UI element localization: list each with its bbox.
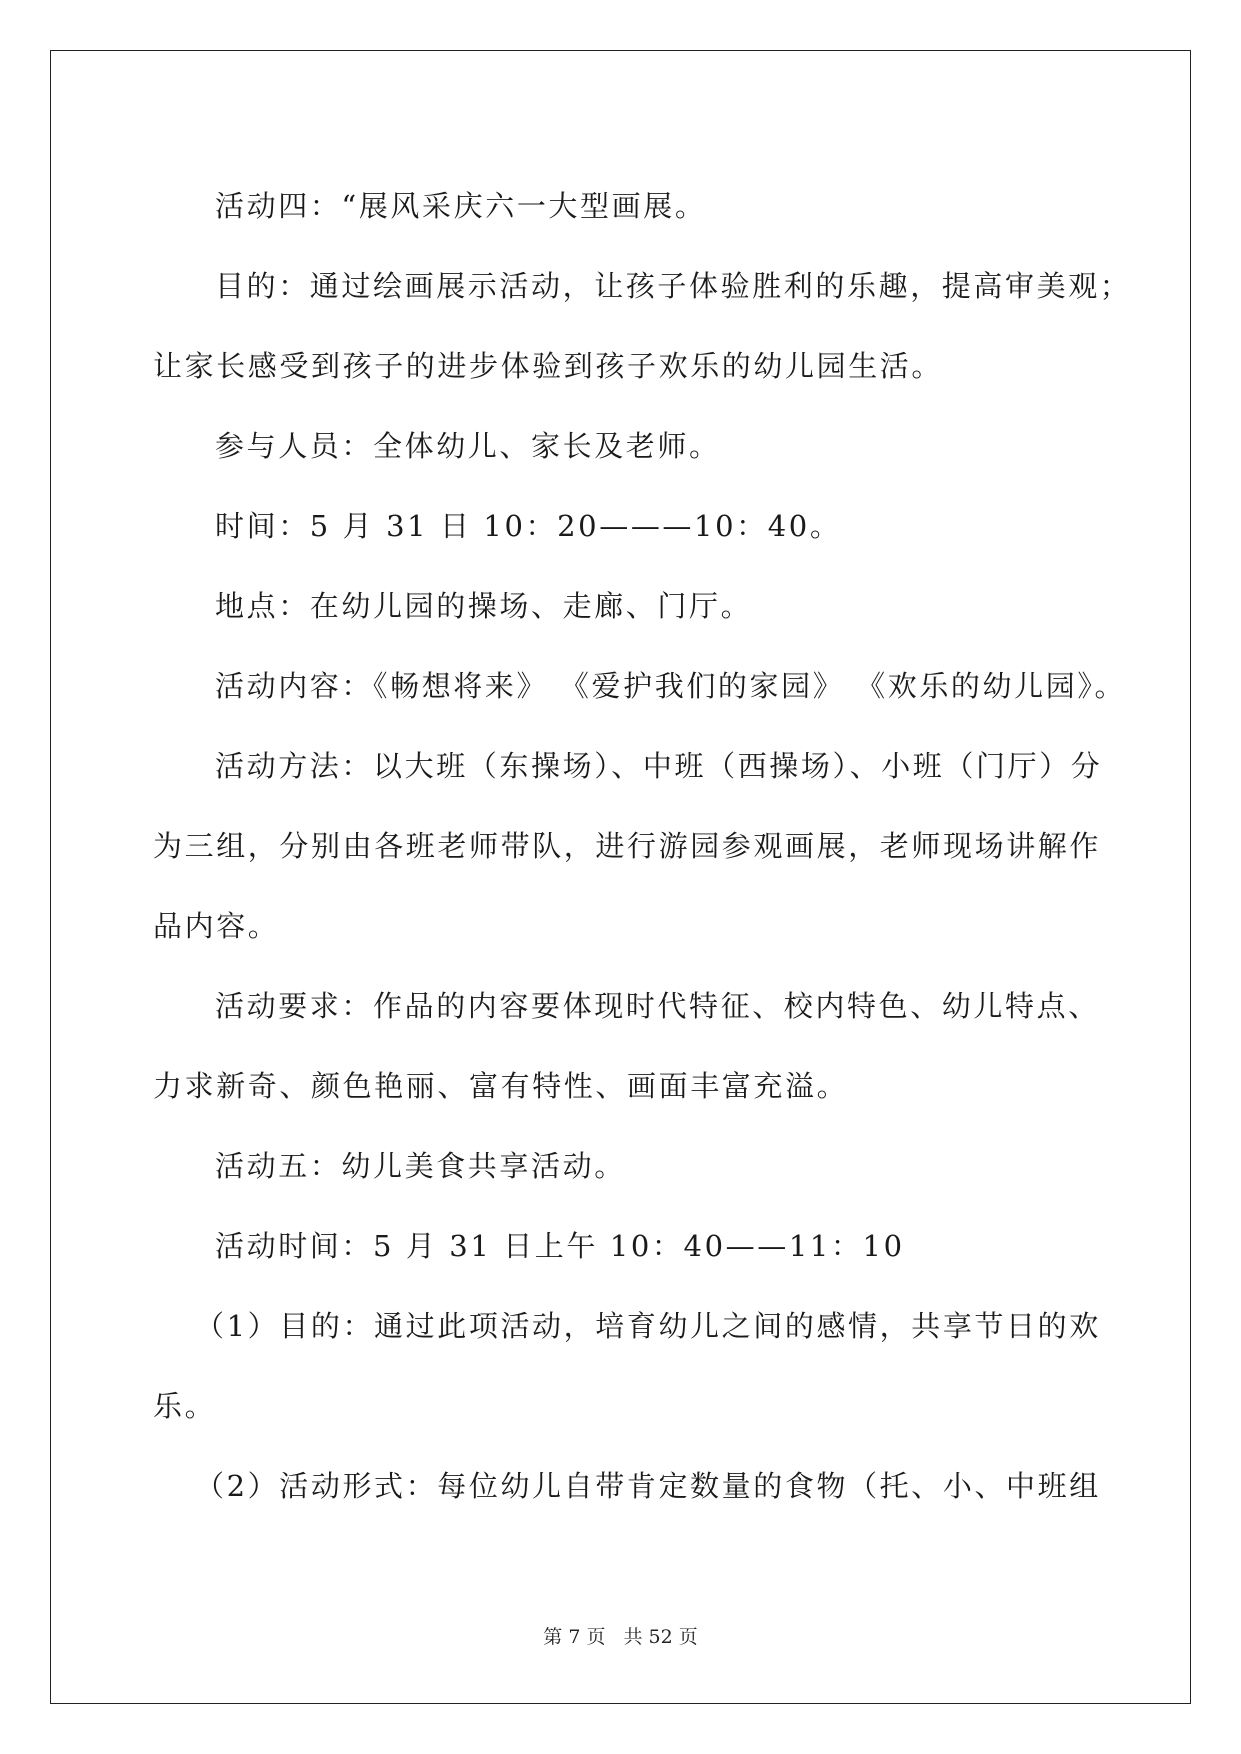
paragraph-line: 地点：在幼儿园的操场、走廊、门厅。 — [215, 589, 753, 623]
page-footer — [0, 1622, 1241, 1649]
paragraph-line: 品内容。 — [153, 909, 280, 943]
paragraph-line: 目的：通过绘画展示活动，让孩子体验胜利的乐趣，提高审美观； — [215, 269, 1132, 303]
paragraph-line: 参与人员：全体幼儿、家长及老师。 — [215, 429, 721, 463]
paragraph-line: 为三组，分别由各班老师带队，进行游园参观画展，老师现场讲解作 — [153, 829, 1102, 863]
paragraph-line: 活动内容：《畅想将来》 《爱护我们的家园》 《欢乐的幼儿园》。 — [215, 669, 1127, 703]
document-body — [153, 166, 1132, 1526]
paragraph-line: 活动要求：作品的内容要体现时代特征、校内特色、幼儿特点、 — [215, 989, 1100, 1023]
paragraph-line: （1）目的：通过此项活动，培育幼儿之间的感情，共享节日的欢 — [195, 1309, 1101, 1343]
total-pages: 共 52 页 — [623, 1626, 698, 1648]
paragraph-line: 活动四：“展风采庆六一大型画展。 — [215, 189, 707, 223]
paragraph-line: 乐。 — [153, 1389, 217, 1423]
paragraph-line: 时间：5 月 31 日 10：20———10：40。 — [215, 509, 842, 543]
paragraph-line: 活动方法：以大班（东操场）、中班（西操场）、小班（门厅）分 — [215, 749, 1103, 783]
page-number: 第 7 页 — [543, 1626, 606, 1648]
paragraph-line: 让家长感受到孩子的进步体验到孩子欢乐的幼儿园生活。 — [153, 349, 944, 383]
paragraph-line: 活动时间：5 月 31 日上午 10：40——11：10 — [215, 1229, 905, 1263]
paragraph-line: （2）活动形式：每位幼儿自带肯定数量的食物（托、小、中班组 — [195, 1469, 1101, 1503]
paragraph-line: 活动五：幼儿美食共享活动。 — [215, 1149, 626, 1183]
paragraph-line: 力求新奇、颜色艳丽、富有特性、画面丰富充溢。 — [153, 1069, 849, 1103]
